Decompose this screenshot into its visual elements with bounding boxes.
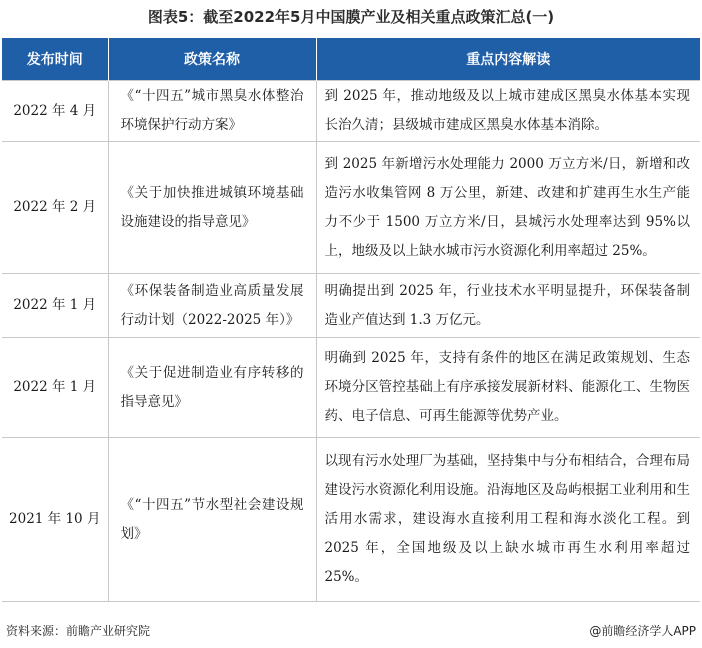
brand-credit: @前瞻经济学人APP <box>589 624 696 638</box>
source-note: 资料来源：前瞻产业研究院 <box>6 624 151 638</box>
row-date: 2021 年 10 月 <box>2 438 108 602</box>
policy-table <box>2 38 700 602</box>
table-row <box>2 81 700 142</box>
row-date: 2022 年 1 月 <box>2 338 108 438</box>
row-content: 到 2025 年新增污水处理能力 2000 万立方米/日，新增和改造污水收集管网 8 万公里，新建、改建和扩建再生水生产能力不少于 1500 万立方米/日，县城污水处理率达到 95%以上，地级及以上缺水城市污水资源化利用率超过 25%。 <box>316 142 700 274</box>
row-date: 2022 年 2 月 <box>2 142 108 274</box>
row-date: 2022 年 1 月 <box>2 274 108 338</box>
header-key-content: 重点内容解读 <box>316 38 700 81</box>
header-policy-name: 政策名称 <box>108 38 316 81</box>
row-policy-name: 《“十四五”城市黑臭水体整治环境保护行动方案》 <box>108 81 316 142</box>
figure-title: 图表5：截至2022年5月中国膜产业及相关重点政策汇总(一) <box>147 8 555 26</box>
table-row <box>2 338 700 438</box>
table-header-row <box>2 38 700 81</box>
row-policy-name: 《关于加快推进城镇环境基础设施建设的指导意见》 <box>108 142 316 274</box>
table-row <box>2 274 700 338</box>
header-release-date: 发布时间 <box>2 38 108 81</box>
row-content: 到 2025 年，推动地级及以上城市建成区黑臭水体基本实现长治久清；县级城市建成区黑臭水体基本消除。 <box>316 81 700 142</box>
row-content: 明确到 2025 年，支持有条件的地区在满足政策规划、生态环境分区管控基础上有序承接发展新材料、能源化工、生物医药、电子信息、可再生能源等优势产业。 <box>316 338 700 438</box>
row-policy-name: 《环保装备制造业高质量发展行动计划（2022-2025 年）》 <box>108 274 316 338</box>
row-policy-name: 《“十四五”节水型社会建设规划》 <box>108 438 316 602</box>
row-policy-name: 《关于促进制造业有序转移的指导意见》 <box>108 338 316 438</box>
row-content: 明确提出到 2025 年，行业技术水平明显提升，环保装备制造业产值达到 1.3 万亿元。 <box>316 274 700 338</box>
row-date: 2022 年 4 月 <box>2 81 108 142</box>
table-row <box>2 142 700 274</box>
table-row <box>2 438 700 602</box>
row-content: 以现有污水处理厂为基础，坚持集中与分布相结合，合理布局建设污水资源化利用设施。沿海地区及岛屿根据工业利用和生活用水需求，建设海水直接利用工程和海水淡化工程。到 2025 年，全国地级及以上缺水城市再生水利用率超过 25%。 <box>316 438 700 602</box>
